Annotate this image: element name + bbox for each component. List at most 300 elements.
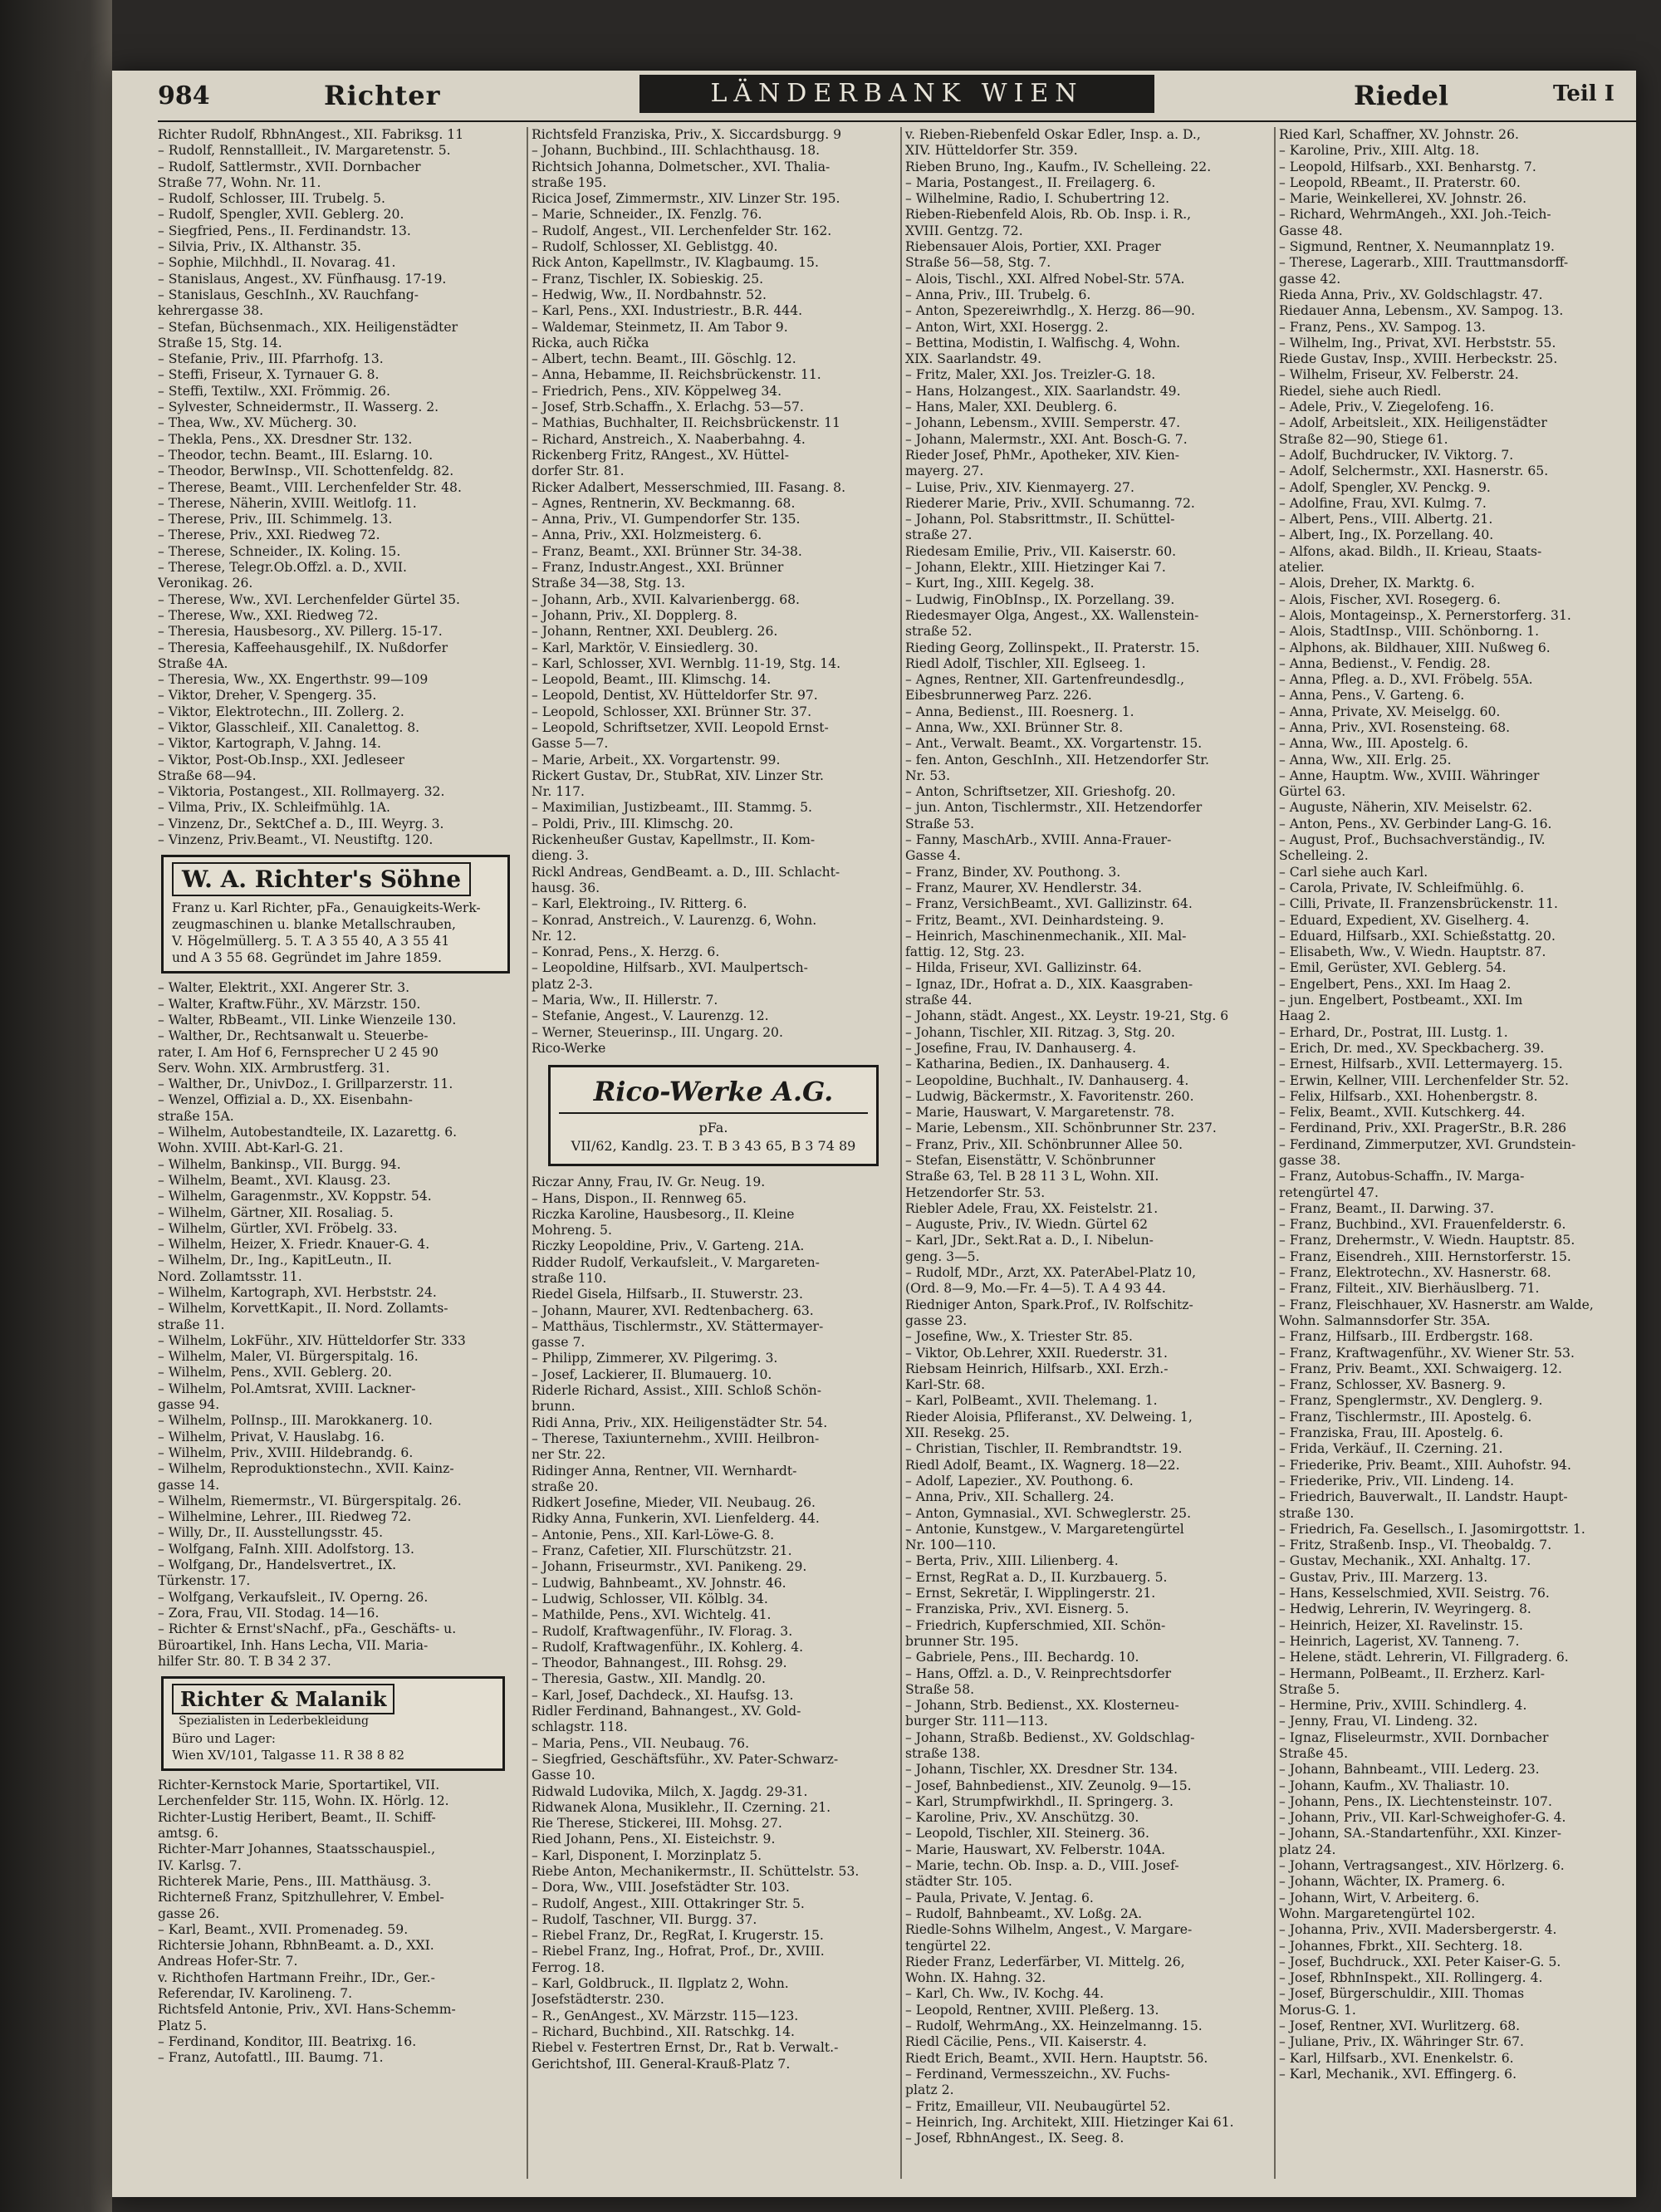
directory-entry: Wohn. IX. Hahng. 32. [905,1970,1046,1986]
directory-entry: Richtsich Johanna, Dolmetscher., XVI. Thalia- [532,159,830,174]
directory-entry: – Josef, Buchdruck., XXI. Peter Kaiser-G. 5. [1279,1954,1561,1969]
directory-entry: – Johann, Malermstr., XXI. Ant. Bosch-G. 7. [905,431,1188,447]
directory-entry: Haag 2. [1279,1008,1331,1024]
directory-entry: – Franz, Beamt., II. Darwing. 37. [1279,1200,1494,1216]
directory-entry: tengürtel 22. [905,1938,992,1954]
directory-entry: – Anton, Spezereiwrhdlg., X. Herzg. 86—90. [905,303,1195,319]
company-advertisement [548,1065,879,1166]
directory-entry: – Anna, Hebamme, II. Reichsbrückenstr. 11. [532,367,821,383]
directory-entry: – Therese, Lagerarb., XIII. Trauttmansdorff- [1279,255,1569,271]
directory-entry: – Adolf, Spengler, XV. Penckg. 9. [1279,479,1491,495]
directory-entry: – Wilhelm, Gärtner, XII. Rosaliag. 5. [158,1204,394,1220]
directory-entry: Richter-Kernstock Marie, Sportartikel, VII. [158,1778,440,1793]
directory-entry: – Karl, Goldbruck., II. Ilgplatz 2, Wohn. [532,1976,789,1992]
directory-entry: – Adolf, Lapezier., XV. Pouthong. 6. [905,1473,1134,1489]
directory-entry: Richterneß Franz, Spitzhullehrer, V. Embel- [158,1890,444,1905]
directory-entry: – Heinrich, Heizer, XI. Ravelinstr. 15. [1279,1617,1524,1633]
directory-entry: – Theodor, techn. Beamt., III. Eslarng. 10. [158,447,434,463]
directory-entry: Nr. 12. [532,928,577,944]
directory-entry: – Josef, Bahnbedienst., XIV. Zeunolg. 9—15. [905,1778,1192,1793]
directory-entry: – Johann, Priv., XI. Dopplerg. 8. [532,607,737,623]
directory-entry: – Ferdinand, Konditor, III. Beatrixg. 16. [158,2033,417,2049]
directory-entry: – Wolfgang, Verkaufsleit., IV. Operng. 26. [158,1589,429,1605]
directory-entry: Richtsfeld Franziska, Priv., X. Siccardsburgg. 9 [532,127,842,142]
directory-entry: – Wilhelm, Heizer, X. Friedr. Knauer-G. 4. [158,1237,430,1253]
directory-entry: Richterek Marie, Pens., III. Matthäusg. 3. [158,1873,432,1889]
directory-entry: – Franz, Maurer, XV. Hendlerstr. 34. [905,880,1142,895]
directory-entry: Richter Rudolf, RbhnAngest., XII. Fabriksg. 11 [158,127,464,142]
directory-entry: – Waldemar, Steinmetz, II. Am Tabor 9. [532,319,788,335]
directory-entry: – Riebel Franz, Ing., Hofrat, Prof., Dr., XVIII. [532,1944,825,1959]
directory-entry: Rieding Georg, Zollinspekt., II. Praterstr. 15. [905,640,1200,655]
directory-entry: – Franz, Drehermstr., V. Wiedn. Hauptstr. 85. [1279,1233,1575,1248]
directory-entry: – Agnes, Rentnerin, XV. Beckmanng. 68. [532,495,796,511]
directory-entry: Straße 45. [1279,1745,1349,1761]
directory-entry: – Wilhelm, Riemermstr., VI. Bürgerspitalg. 26. [158,1493,462,1508]
advertisement-line: und A 3 55 68. Gegründet im Jahre 1859. [172,950,442,966]
directory-entry: – Josef, RbhnAngest., IX. Seeg. 8. [905,2131,1124,2146]
directory-entry: Riczka Karoline, Hausbesorg., II. Kleine [532,1206,795,1222]
directory-entry: – Rudolf, MDr., Arzt, XX. PaterAbel-Platz 10, [905,1265,1197,1281]
directory-entry: – Theresia, Gastw., XII. Mandlg. 20. [532,1671,767,1687]
directory-entry: – Viktoria, Postangest., XII. Rollmayerg. 32. [158,784,445,800]
directory-entry: hausg. 36. [532,880,600,895]
directory-entry: – Walter, Kraftw.Führ., XV. Märzstr. 150. [158,996,421,1012]
directory-entry: – Juliane, Priv., IX. Währinger Str. 67. [1279,2034,1524,2050]
directory-entry: Riedel Gisela, Hilfsarb., II. Stuwerstr. 23. [532,1287,803,1302]
directory-entry: – Gabriele, Pens., III. Bechardg. 10. [905,1650,1139,1665]
directory-entry: – Luise, Priv., XIV. Kienmayerg. 27. [905,479,1134,495]
directory-entry: – Viktor, Ob.Lehrer, XXII. Ruederstr. 31. [905,1345,1169,1361]
directory-entry: – Karl, Josef, Dachdeck., XI. Haufsg. 13. [532,1687,794,1703]
directory-entry: – Alfons, akad. Bildh., II. Krieau, Staats- [1279,543,1542,559]
directory-entry: – Johann, Tischler, XII. Ritzag. 3, Stg. 20. [905,1024,1175,1040]
directory-entry: Hetzendorfer Str. 53. [905,1184,1046,1200]
directory-entry: Rieder Franz, Lederfärber, VI. Mittelg. 26, [905,1954,1185,1969]
directory-entry: Rickert Gustav, Dr., StubRat, XIV. Linzer Str. [532,768,825,783]
directory-entry: – Riebel Franz, Dr., RegRat, I. Krugerstr. 15. [532,1928,824,1944]
directory-entry: Straße 63, Tel. B 28 11 3 L, Wohn. XII. [905,1169,1159,1184]
directory-entry: – Hedwig, Lehrerin, IV. Weyringerg. 8. [1279,1601,1531,1617]
directory-entry: – Theresia, Ww., XX. Engerthstr. 99—109 [158,672,429,688]
directory-entry: – Marie, Hauswart, XV. Felberstr. 104A. [905,1842,1166,1857]
directory-entry: Andreas Hofer-Str. 7. [158,1954,298,1969]
directory-entry: – Franz, Tischler, IX. Sobieskig. 25. [532,271,764,287]
directory-entry: gasse 23. [905,1312,968,1328]
directory-entry: Nr. 117. [532,784,586,800]
directory-entry: Riedel, siehe auch Riedl. [1279,383,1442,399]
directory-entry: Gasse 5—7. [532,736,609,752]
column-divider [1274,127,1276,2179]
directory-entry: Mohreng. 5. [532,1223,612,1238]
directory-entry: – Wilhelmine, Radio, I. Schubertring 12. [905,191,1170,207]
directory-entry: – Franz, Eisendreh., XIII. Hernstorferstr. 15. [1279,1248,1571,1264]
directory-entry: – jun. Engelbert, Postbeamt., XXI. Im [1279,993,1523,1008]
directory-entry: – Rudolf, Kraftwagenführ., IV. Florag. 3. [532,1623,793,1639]
directory-entry: städter Str. 105. [905,1874,1012,1890]
directory-entry: – Johann, Straßb. Bedienst., XV. Goldschlag- [905,1729,1195,1745]
directory-entry: – Wilhelm, KorvettKapit., II. Nord. Zollamts- [158,1301,448,1317]
directory-entry: – Walter, Elektrit., XXI. Angerer Str. 3. [158,980,410,996]
directory-entry: – Walter, RbBeamt., VII. Linke Wienzeile 130. [158,1012,457,1028]
directory-entry: XIX. Saarlandstr. 49. [905,351,1042,367]
directory-entry: XII. Resekg. 25. [905,1425,1010,1441]
directory-entry: – Viktor, Kartograph, V. Jahng. 14. [158,736,381,752]
directory-entry: – Franz, Fleischhauer, XV. Hasnerstr. am Walde, [1279,1297,1594,1312]
directory-entry: v. Rieben-Riebenfeld Oskar Edler, Insp. a. D., [905,127,1201,142]
directory-entry: gasse 94. [158,1397,220,1413]
directory-entry: Rieder Aloisia, Pfliferanst., XV. Delweing. 1, [905,1409,1193,1425]
directory-entry: – Franz, Industr.Angest., XXI. Brünner [532,560,784,576]
directory-entry: – Franziska, Priv., XVI. Eisnerg. 5. [905,1601,1129,1617]
directory-entry: schlagstr. 118. [532,1719,628,1735]
directory-entry: ner Str. 22. [532,1447,606,1463]
directory-entry: – Wilhelm, Ing., Privat, XVI. Herbststr. 55. [1279,335,1556,351]
directory-entry: Riebler Adele, Frau, XX. Feistelstr. 21. [905,1200,1159,1216]
directory-entry: – Viktor, Post-Ob.Insp., XXI. Jedleseer [158,752,404,768]
directory-entry: – Anna, Ww., III. Apostelg. 6. [1279,736,1468,752]
directory-entry: – Johann, Strb. Bedienst., XX. Klosterneu- [905,1698,1179,1714]
directory-entry: – Karl, Elektroing., IV. Ritterg. 6. [532,896,747,912]
directory-entry: – Therese, Telegr.Ob.Offzl. a. D., XVII. [158,560,407,576]
directory-entry: – Therese, Ww., XXI. Riedweg 72. [158,607,379,623]
directory-entry: – Johannes, Fbrkt., XII. Sechterg. 18. [1279,1938,1523,1954]
directory-entry: – Wilhelm, Maler, VI. Bürgerspitalg. 16. [158,1349,419,1365]
directory-entry: – Karl, Ch. Ww., IV. Kochg. 44. [905,1986,1105,2002]
directory-entry: – Fritz, Straßenb. Insp., VI. Theobaldg. 7. [1279,1538,1552,1553]
directory-entry: – Johann, Arb., XVII. Kalvarienbergg. 68. [532,591,800,607]
directory-entry: – Ant., Verwalt. Beamt., XX. Vorgartenstr. 15. [905,736,1203,752]
directory-entry: – Josef, Rentner, XVI. Wurlitzerg. 68. [1279,2018,1521,2034]
directory-entry: – Carola, Private, IV. Schleifmühlg. 6. [1279,880,1525,895]
directory-entry: – Anna, Priv., III. Trubelg. 6. [905,287,1091,302]
directory-entry: – Friedrich, Bauverwalt., II. Landstr. Haupt- [1279,1489,1568,1505]
directory-entry: – Viktor, Glasschleif., XII. Canalettog. 8. [158,719,420,735]
directory-entry: – Wilhelm, LokFühr., XIV. Hütteldorfer Str. 333 [158,1332,466,1348]
directory-entry: – Ernest, Hilfsarb., XVII. Lettermayerg. 15. [1279,1057,1563,1072]
directory-entry: Ridler Ferdinand, Bahnangest., XV. Gold- [532,1704,801,1719]
directory-entry: – Therese, Taxiunternehm., XVIII. Heilbron- [532,1430,820,1446]
company-advertisement [161,855,510,974]
directory-entry: – Hermann, PolBeamt., II. Erzherz. Karl- [1279,1665,1546,1681]
directory-entry: – Maria, Postangest., II. Freilagerg. 6. [905,174,1156,190]
directory-entry: – Siegfried, Pens., II. Ferdinandstr. 13. [158,223,411,238]
directory-entry: – Karoline, Priv., XIII. Altg. 18. [1279,143,1480,159]
directory-entry: – R., GenAngest., XV. Märzstr. 115—123. [532,2008,799,2023]
directory-entry: Straße 53. [905,816,975,831]
directory-entry: – Anna, Private, XV. Meiselgg. 60. [1279,704,1501,719]
directory-entry: retengürtel 47. [1279,1184,1379,1200]
directory-entry: atelier. [1279,560,1325,576]
directory-entry: Wohn. XVIII. Abt-Karl-G. 21. [158,1140,344,1156]
directory-entry: straße 44. [905,993,973,1008]
company-advertisement [161,1676,505,1771]
directory-entry: – Viktor, Dreher, V. Spengerg. 35. [158,688,377,704]
directory-entry: Lerchenfelder Str. 115, Wohn. IX. Hörlg. 12. [158,1793,449,1809]
directory-entry: – Konrad, Anstreich., V. Laurenzg. 6, Wohn. [532,912,817,928]
page-number: 984 [158,81,210,110]
directory-entry: – Kurt, Ing., XIII. Kegelg. 38. [905,576,1095,591]
directory-entry: – Anton, Wirt, XXI. Hosergg. 2. [905,319,1109,335]
directory-entry: – Wilhelm, Kartograph, XVI. Herbststr. 24. [158,1285,437,1300]
directory-entry: Ried Johann, Pens., XI. Eisteichstr. 9. [532,1832,776,1847]
directory-entry: platz 2. [905,2082,954,2098]
directory-entry: fattig. 12, Stg. 23. [905,944,1025,960]
directory-entry: – Rudolf, Spengler, XVII. Geblerg. 20. [158,207,404,223]
directory-entry: – Franz, Hilfsarb., III. Erdbergstr. 168. [1279,1329,1533,1345]
directory-entry: – Ernst, Sekretär, I. Wipplingerstr. 21. [905,1586,1156,1601]
directory-entry: Rieben Bruno, Ing., Kaufm., IV. Schelleing. 22. [905,159,1212,174]
directory-entry: gasse 26. [158,1905,220,1921]
directory-entry: – Alois, Dreher, IX. Marktg. 6. [1279,576,1475,591]
directory-entry: Ridkert Josefine, Mieder, VII. Neubaug. 26. [532,1495,816,1511]
directory-entry: Gerichtshof, III. General-Krauß-Platz 7. [532,2056,791,2072]
directory-entry: – Bettina, Modistin, I. Walfischg. 4, Wohn. [905,335,1181,351]
directory-entry: – Albert, Ing., IX. Porzellang. 40. [1279,527,1494,543]
directory-entry: Riedl Adolf, Tischler, XII. Eglseeg. 1. [905,655,1146,671]
directory-entry: – Leopoldine, Hilfsarb., XVI. Maulpertsch- [532,960,808,976]
header-rule [158,120,1636,122]
directory-entry: – Leopold, Dentist, XV. Hütteldorfer Str. 97. [532,688,818,704]
directory-entry: – Mathias, Buchhalter, II. Reichsbrückenstr. 11 [532,415,840,431]
directory-entry: Riebensauer Alois, Portier, XXI. Prager [905,239,1161,255]
advertisement-line: V. Högelmüllerg. 5. T. A 3 55 40, A 3 55 41 [172,934,450,949]
directory-entry: – Zora, Frau, VII. Stodag. 14—16. [158,1605,380,1621]
directory-entry: – Friederike, Priv., VII. Lindeng. 14. [1279,1473,1515,1489]
directory-entry: rater, I. Am Hof 6, Fernsprecher U 2 45 90 [158,1044,439,1060]
directory-entry: Gasse 10. [532,1768,595,1783]
directory-entry: – Hermine, Priv., XVIII. Schindlerg. 4. [1279,1698,1527,1714]
directory-entry: – Josef, Strb.Schaffn., X. Erlachg. 53—57. [532,400,804,415]
directory-entry: – Berta, Priv., XIII. Lilienberg. 4. [905,1553,1119,1569]
header-part: Teil I [1553,81,1614,106]
advertisement-title: W. A. Richter's Söhne [172,862,471,896]
directory-entry: Karl-Str. 68. [905,1377,986,1393]
directory-entry: – Anna, Bedienst., V. Fendig. 28. [1279,655,1491,671]
directory-entry: – Johanna, Priv., XVII. Madersbergerstr. 4. [1279,1922,1557,1938]
directory-entry: – Steffi, Friseur, X. Tyrnauer G. 8. [158,367,380,383]
directory-entry: – Richard, Buchbind., XII. Ratschkg. 14. [532,2023,795,2039]
directory-entry: – Engelbert, Pens., XXI. Im Haag 2. [1279,976,1512,992]
directory-entry: – Carl siehe auch Karl. [1279,864,1428,880]
directory-entry: – Rudolf, Kraftwagenführ., IX. Kohlerg. 4. [532,1639,804,1655]
directory-entry: – Gustav, Mechanik., XXI. Anhaltg. 17. [1279,1553,1531,1569]
advertisement-line: Franz u. Karl Richter, pFa., Genauigkeits-Werk- [172,900,481,916]
advertisement-line: zeugmaschinen u. blanke Metallschrauben, [172,917,456,933]
directory-entry: – Franziska, Frau, III. Apostelg. 6. [1279,1425,1504,1441]
directory-entry: – Karl, Schlosser, XVI. Wernblg. 11-19, Stg. 14. [532,655,841,671]
header-left-name: Richter [324,80,441,111]
directory-entry: (Ord. 8—9, Mo.—Fr. 4—5). T. A 4 93 44. [905,1281,1166,1297]
column-divider [900,127,902,2179]
directory-entry: – Adolf, Selchermstr., XXI. Hasnerstr. 65. [1279,463,1549,479]
directory-entry: Ridwald Ludovika, Milch, X. Jagdg. 29-31. [532,1783,808,1799]
directory-entry: geng. 3—5. [905,1248,980,1264]
directory-entry: – Franz, Pens., XV. Sampog. 13. [1279,319,1486,335]
directory-entry: – Franz, Beamt., XXI. Brünner Str. 34-38. [532,543,802,559]
directory-entry: – Walther, Dr., Rechtsanwalt u. Steuerbe- [158,1028,429,1044]
directory-entry: – Adolfine, Frau, XVI. Kulmg. 7. [1279,495,1487,511]
directory-entry: – Wilhelm, Autobestandteile, IX. Lazarettg. 6. [158,1125,458,1140]
directory-entry: – Friedrich, Kupferschmied, XII. Schön- [905,1617,1166,1633]
directory-entry: – Johann, Bahnbeamt., VIII. Lederg. 23. [1279,1762,1540,1778]
directory-entry: Gasse 4. [905,848,961,864]
directory-entry: – Steffi, Textilw., XXI. Frömmig. 26. [158,383,390,399]
directory-entry: Nord. Zollamtsstr. 11. [158,1268,302,1284]
directory-entry: Türkenstr. 17. [158,1573,251,1589]
directory-entry: – Wilhelm, Priv., XVIII. Hildebrandg. 6. [158,1444,414,1460]
directory-entry: – Wilhelm, Pol.Amtsrat, XVIII. Lackner- [158,1381,416,1396]
directory-entry: – Wenzel, Offizial a. D., XX. Eisenbahn- [158,1092,413,1108]
directory-entry: – Rudolf, Angest., VII. Lerchenfelder Str. 162. [532,223,832,238]
directory-entry: platz 2-3. [532,976,593,992]
directory-entry: – Heinrich, Lagerist, XV. Tanneng. 7. [1279,1633,1520,1649]
directory-entry: Nr. 100—110. [905,1538,997,1553]
header-right-name: Riedel [1354,80,1448,111]
directory-entry: – Eduard, Expedient, XV. Giselherg. 4. [1279,912,1530,928]
directory-entry: – Anton, Pens., XV. Gerbinder Lang-G. 16. [1279,816,1552,831]
directory-entry: – Alois, StadtInsp., VIII. Schönborng. 1. [1279,624,1540,640]
directory-entry: Rico-Werke [532,1040,606,1056]
directory-entry: – Richard, WehrmAngeh., XXI. Joh.-Teich- [1279,207,1551,223]
directory-entry: Straße 77, Wohn. Nr. 11. [158,174,321,190]
directory-entry: gasse 42. [1279,271,1341,287]
column-2 [532,127,895,2179]
directory-entry: – Wilhelmine, Lehrer., III. Riedweg 72. [158,1509,412,1525]
directory-entry: – Stanislaus, GeschInh., XV. Rauchfang- [158,287,419,302]
directory-entry: – Johann, Wirt, V. Arbeiterg. 6. [1279,1890,1480,1905]
directory-entry: – Franz, Schlosser, XV. Basnerg. 9. [1279,1377,1507,1393]
directory-entry: – Agnes, Rentner, XII. Gartenfreundesdlg., [905,672,1185,688]
directory-entry: Ricker Adalbert, Messerschmied, III. Fasang. 8. [532,479,846,495]
directory-entry: Straße 15, Stg. 14. [158,335,282,351]
directory-entry: – Josef, Lackierer, II. Blumauerg. 10. [532,1366,772,1382]
directory-entry: – Maria, Pens., VII. Neubaug. 76. [532,1735,750,1751]
column-4 [1279,127,1643,2179]
directory-entry: Riebe Anton, Mechanikermstr., II. Schüttelstr. 53. [532,1863,860,1879]
directory-entry: – Franz, Priv., XII. Schönbrunner Allee 50. [905,1136,1183,1152]
directory-entry: – Karl, Hilfsarb., XVI. Enenkelstr. 6. [1279,2050,1514,2066]
directory-entry: – Thea, Ww., XV. Mücherg. 30. [158,415,357,431]
directory-entry: straße 20. [532,1479,599,1494]
directory-entry: – Rudolf, Schlosser, XI. Geblistgg. 40. [532,239,778,255]
page-header [158,75,1636,115]
directory-entry: Eibesbrunnerweg Parz. 226. [905,688,1092,704]
directory-entry: – Hilda, Friseur, XVI. Gallizinstr. 64. [905,960,1142,976]
directory-entry: Ridder Rudolf, Verkaufsleit., V. Margareten- [532,1254,820,1270]
directory-entry: – Franz, Buchbind., XVI. Frauenfelderstr. 6. [1279,1217,1566,1233]
directory-entry: Platz 5. [158,2018,208,2033]
directory-entry: – Hans, Kesselschmied, XVII. Seistrg. 76. [1279,1586,1550,1601]
directory-entry: – Friedrich, Pens., XIV. Köppelweg 34. [532,383,782,399]
directory-entry: – Anna, Ww., XXI. Brünner Str. 8. [905,719,1124,735]
advertisement-line: pFa. [698,1120,728,1136]
directory-entry: – Karl, Disponent, I. Morzinplatz 5. [532,1847,762,1863]
directory-entry: – Franz, Elektrotechn., XV. Hasnerstr. 68. [1279,1265,1551,1281]
directory-entry: straße 15A. [158,1108,234,1124]
directory-entry: – Stefan, Büchsenmach., XIX. Heiligenstädter [158,319,458,335]
directory-entry: – Adolf, Buchdrucker, IV. Viktorg. 7. [1279,447,1514,463]
directory-entry: – Adolf, Arbeitsleit., XIX. Heiligenstädter [1279,415,1547,431]
directory-entry: – Johann, Tischler, XX. Dresdner Str. 134. [905,1762,1178,1778]
directory-entry: – Johann, Rentner, XXI. Deublerg. 26. [532,624,778,640]
advertisement-title: Richter & Malanik [172,1684,394,1714]
directory-entry: – Hans, Dispon., II. Rennweg 65. [532,1190,747,1206]
directory-entry: straße 138. [905,1745,981,1761]
directory-entry: – Alois, Montageinsp., X. Pernerstorferg. 31. [1279,607,1571,623]
directory-entry: Wohn. Margaretengürtel 102. [1279,1905,1476,1921]
directory-entry: – Johann, Elektr., XIII. Hietzinger Kai 7. [905,560,1166,576]
directory-entry: XIV. Hütteldorfer Str. 359. [905,143,1078,159]
directory-entry: Riczky Leopoldine, Priv., V. Garteng. 21A. [532,1238,805,1254]
directory-entry: – August, Prof., Buchsachverständig., IV. [1279,832,1546,848]
directory-entry: Büroartikel, Inh. Hans Lecha, VII. Maria- [158,1637,429,1653]
directory-entry: Ridky Anna, Funkerin, XVI. Lienfelderg. 44. [532,1511,820,1527]
directory-entry: – Antonie, Kunstgew., V. Margaretengürtel [905,1521,1184,1537]
directory-entry: – Johann, Vertragsangest., XIV. Hörlzerg. 6. [1279,1858,1565,1874]
directory-entry: – Katharina, Bedien., IX. Danhauserg. 4. [905,1057,1170,1072]
directory-entry: – Wilhelm, Reproduktionstechn., XVII. Kainz- [158,1461,454,1477]
directory-entry: – Johann, Pol. Stabsrittmstr., II. Schüttel- [905,512,1175,527]
directory-entry: hilfer Str. 80. T. B 34 2 37. [158,1653,331,1669]
directory-entry: – Johann, Wächter, IX. Pramerg. 6. [1279,1874,1506,1890]
directory-entry: – Fritz, Beamt., XVI. Deinhardsteing. 9. [905,912,1164,928]
directory-entry: Wohn. Salmannsdorfer Str. 35A. [1279,1312,1491,1328]
advertisement-title: Rico-Werke A.G. [559,1076,868,1114]
directory-entry: – Vinzenz, Dr., SektChef a. D., III. Weyrg. 3. [158,816,444,831]
directory-entry: – Sophie, Milchhdl., II. Novarag. 41. [158,255,396,271]
directory-entry: dorfer Str. 81. [532,463,625,479]
directory-entry: – Wilhelm, Privat, V. Hauslabg. 16. [158,1429,385,1444]
directory-entry: Rick Anton, Kapellmstr., IV. Klagbaumg. 15. [532,255,819,271]
directory-entry: – Werner, Steuerinsp., III. Ungarg. 20. [532,1024,783,1040]
directory-entry: Rickl Andreas, GendBeamt. a. D., III. Schlacht- [532,864,840,880]
directory-entry: – Leopoldine, Buchhalt., IV. Danhauserg. 4. [905,1072,1189,1088]
directory-entry: – Leopold, RBeamt., II. Praterstr. 60. [1279,174,1521,190]
directory-entry: – Leopold, Beamt., III. Klimschg. 14. [532,672,772,688]
directory-entry: – Wilhelm, Garagenmstr., XV. Koppstr. 54. [158,1189,432,1204]
directory-entry: – Heinrich, Maschinenmechanik., XII. Mal- [905,928,1187,944]
directory-entry: – Anna, Priv., XVI. Rosensteing. 68. [1279,719,1511,735]
directory-entry: – Auguste, Näherin, XIV. Meiselstr. 62. [1279,800,1532,816]
directory-entry: – Dora, Ww., VIII. Josefstädter Str. 103. [532,1880,790,1896]
directory-entry: gasse 38. [1279,1153,1341,1168]
directory-entry: – Wilhelm, PolInsp., III. Marokkanerg. 10. [158,1413,433,1429]
directory-entry: – Karl, Beamt., XVII. Promenadeg. 59. [158,1921,409,1937]
directory-entry: – Ludwig, Bahnbeamt., XV. Johnstr. 46. [532,1575,786,1591]
directory-entry: – Johann, SA.-Standartenführ., XXI. Kinzer- [1279,1826,1562,1842]
directory-entry: Ricica Josef, Zimmermstr., XIV. Linzer Str. 195. [532,191,840,207]
directory-entry: – Matthäus, Tischlermstr., XV. Stättermayer- [532,1318,824,1334]
directory-entry: – Stefanie, Angest., V. Laurenzg. 12. [532,1008,769,1024]
directory-entry: – Karl, Strumpfwirkhdl., II. Springerg. 3. [905,1793,1173,1809]
directory-entry: – Franz, Binder, XV. Pouthong. 3. [905,864,1121,880]
directory-entry: – Therese, Priv., III. Schimmelg. 13. [158,512,393,527]
directory-entry: – Ferdinand, Priv., XXI. PragerStr., B.R. 286 [1279,1121,1566,1136]
directory-entry: – Wilhelm, Dr., Ing., KapitLeutn., II. [158,1253,392,1268]
directory-entry: – Hedwig, Ww., II. Nordbahnstr. 52. [532,287,767,302]
book-spine [0,0,112,2212]
directory-entry: – Rudolf, Schlosser, III. Trubelg. 5. [158,191,386,207]
directory-entry: – Sylvester, Schneidermstr., II. Wasserg. 2. [158,400,439,415]
directory-entry: – Elisabeth, Ww., V. Wiedn. Hauptstr. 87. [1279,944,1546,960]
directory-entry: Riedauer Anna, Lebensm., XV. Sampog. 13. [1279,303,1564,319]
directory-entry: – Fanny, MaschArb., XVIII. Anna-Frauer- [905,832,1172,848]
directory-entry: – Therese, Ww., XVI. Lerchenfelder Gürtel 35. [158,591,460,607]
directory-entry: – Josefine, Frau, IV. Danhauserg. 4. [905,1040,1137,1056]
directory-entry: – fen. Anton, GeschInh., XII. Hetzendorfer Str. [905,752,1210,768]
directory-entry: – Rudolf, Sattlermstr., XVII. Dornbacher [158,159,421,174]
